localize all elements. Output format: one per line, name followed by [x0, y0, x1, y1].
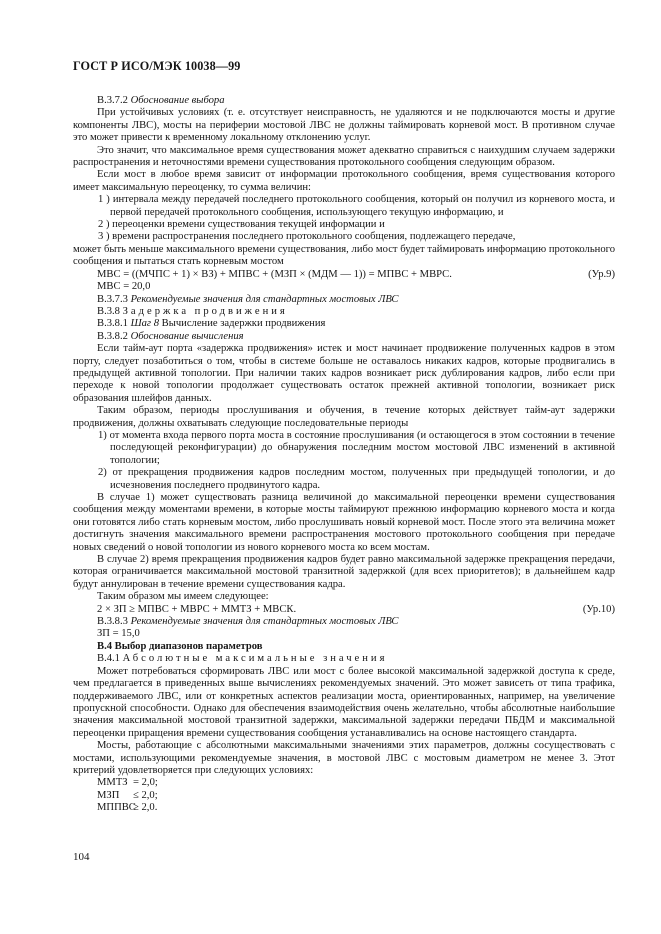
page-header: ГОСТ Р ИСО/МЭК 10038—99	[73, 59, 241, 73]
condition-name: МППВС	[97, 802, 136, 814]
condition-row	[73, 802, 615, 814]
equation-text: МВС = ((МЧПС + 1) × ВЗ) + МПВС + (МЗП × (МДМ — 1)) = МПВС + МВРС.	[97, 268, 452, 280]
paragraph: Если мост в любое время зависит от информации протокольного сообщения, время существования которого имеет максимальную переоценку, то сумма величин:	[73, 169, 615, 193]
section-b382-heading: В.3.8.2 Обоснование вычисления	[97, 330, 244, 342]
condition-value: ≤ 2,0;	[133, 789, 158, 801]
section-b373-heading: В.3.7.3 Рекомендуемые значения для стандартных мостовых ЛВС	[97, 293, 399, 305]
paragraph: Таким образом, периоды прослушивания и обучения, в течение которых действует тайм-аут задержки продвижения, должны охватывать следующие последовательные периоды	[73, 405, 615, 429]
paragraph: При устойчивых условиях (т. е. отсутствует неисправность, не удаляются и не подключаются мосты и другие компоненты ЛВС), мосты на периферии мостовой ЛВС не должны таймировать корневой мост. В противном случае это может привести к временному локальному отклонению услуг.	[73, 107, 615, 144]
paragraph: В случае 2) время прекращения продвижения кадров будет равно максимальной задержке прекращения передачи, которая ограничивается максимальной мостовой транзитной задержкой (для всех приоритетов); в дальнейшем кадр будут аннулирован в течение времени существования кадра.	[73, 554, 615, 590]
list-item: 1) от момента входа первого порта моста в состояние прослушивания (и остающегося в этом состоянии в течение последующей реконфигурации) до обнаружения последним мостом мостовой ЛВС изменений в активной топологии;	[98, 429, 615, 466]
equation-label: (Ур.10)	[582, 603, 615, 615]
condition-row	[73, 790, 615, 802]
paragraph: Если тайм-аут порта «задержка продвижения» истек и мост начинает продвижение полученных кадров в этом порту, следует позаботиться о том, чтобы в системе больше не оставалось никаких кадров, которые продвигались в предыдущей активной топологии. При наличии таких кадров возникает риск дублирования кадров, либо если при переходе к новой топологии продолжает существовать остаток прежней активной топологии, возникает риск образования шлейфов данных.	[73, 343, 615, 404]
condition-row	[73, 777, 615, 789]
equation-text: 2 × ЗП ≥ МПВС + МВРС + ММТЗ + МВСК.	[97, 603, 297, 615]
section-b41-heading: В.4.1 Абсолютные максимальные значения	[97, 653, 388, 665]
condition-name: МЗП	[97, 789, 120, 801]
paragraph: Мосты, работающие с абсолютными максимальными значениями этих параметров, должны сосуществовать с мостами, использующими рекомендуемые значения, в мостовой ЛВС с мостовым диаметром не менее 3. Этот критерий удовлетворяется при следующих условиях:	[73, 740, 615, 776]
paragraph: Таким образом мы имеем следующее:	[97, 591, 269, 603]
formula-value: МВС = 20,0	[97, 281, 151, 293]
equation-label: (Ур.9)	[588, 268, 615, 280]
formula-value: ЗП = 15,0	[97, 628, 140, 640]
paragraph: Может потребоваться сформировать ЛВС или мост с более высокой максимальной задержкой доступа к среде, чем предлагается в приведенных выше вычислениях рекомендуемых значений. Это может зависеть от типа трафика, поддерживаемого ЛВС, или от конкретных аспектов реализации моста, ориентированных, например, на увеличение пропускной способности. Однако для обеспечения взаимодействия очень желательно, чтобы абсолютные наибольшие значения максимальной мостовой транзитной задержки, максимальной задержки передачи ПБДМ и максимальной переоценки приращения времени существования сообщения устанавливались на основе настоящего стандарта.	[73, 665, 615, 739]
section-b4-heading: В.4 Выбор диапазонов параметров	[97, 640, 263, 652]
list-item: 2) от прекращения продвижения кадров последним мостом, полученных при предыдущей топологии, и до исчезновения последнего продвинутого кадра.	[98, 467, 615, 491]
list-item: 2 ) переоценки времени существования текущей информации и	[98, 219, 385, 231]
list-item: 3 ) времени распространения последнего протокольного сообщения, подлежащего передаче,	[98, 231, 516, 243]
equation-10	[73, 604, 615, 616]
paragraph: Это значит, что максимальное время существования может адекватно справиться с наихудшим случаем задержки распространения и неточностями времени существования протокольного сообщения следующим образом.	[73, 144, 615, 169]
equation-9	[73, 269, 615, 281]
paragraph: может быть меньше максимального времени существования, либо мост будет таймировать информацию протокольного сообщения и пытаться стать корневым мостом	[73, 243, 615, 268]
condition-value: = 2,0;	[133, 777, 158, 789]
condition-value: ≥ 2,0.	[133, 802, 158, 814]
document-body	[73, 95, 615, 815]
condition-name: ММТЗ	[97, 777, 128, 789]
section-b381-heading: В.3.8.1 Шаг 8 Вычисление задержки продвижения	[97, 318, 326, 330]
page-number: 104	[73, 851, 90, 863]
list-item: 1 ) интервала между передачей последнего протокольного сообщения, который он получил из корневого моста, и первой передачей протокольного сообщения, использующего текущую информацию, и	[98, 194, 615, 218]
section-b38-heading: В.3.8 Задержка продвижения	[97, 305, 288, 317]
paragraph: В случае 1) может существовать разница величиной до максимальной переоценки времени существования сообщения между моментами времени, в которые мосты таймируют прежнюю информацию корневого моста и когда они готовятся либо стать корневым мостом, либо прослушивать новый корневой мост. После этого эта величина может достигнуть значения максимального времени распространения мостового протокольного сообщения при передаче новых сведений о новой топологии из нового корневого моста ко всем мостам.	[73, 492, 615, 553]
section-b383-heading: В.3.8.3 Рекомендуемые значения для стандартных мостовых ЛВС	[97, 616, 399, 628]
section-b372-heading: В.3.7.2 Обоснование выбора	[97, 95, 225, 106]
